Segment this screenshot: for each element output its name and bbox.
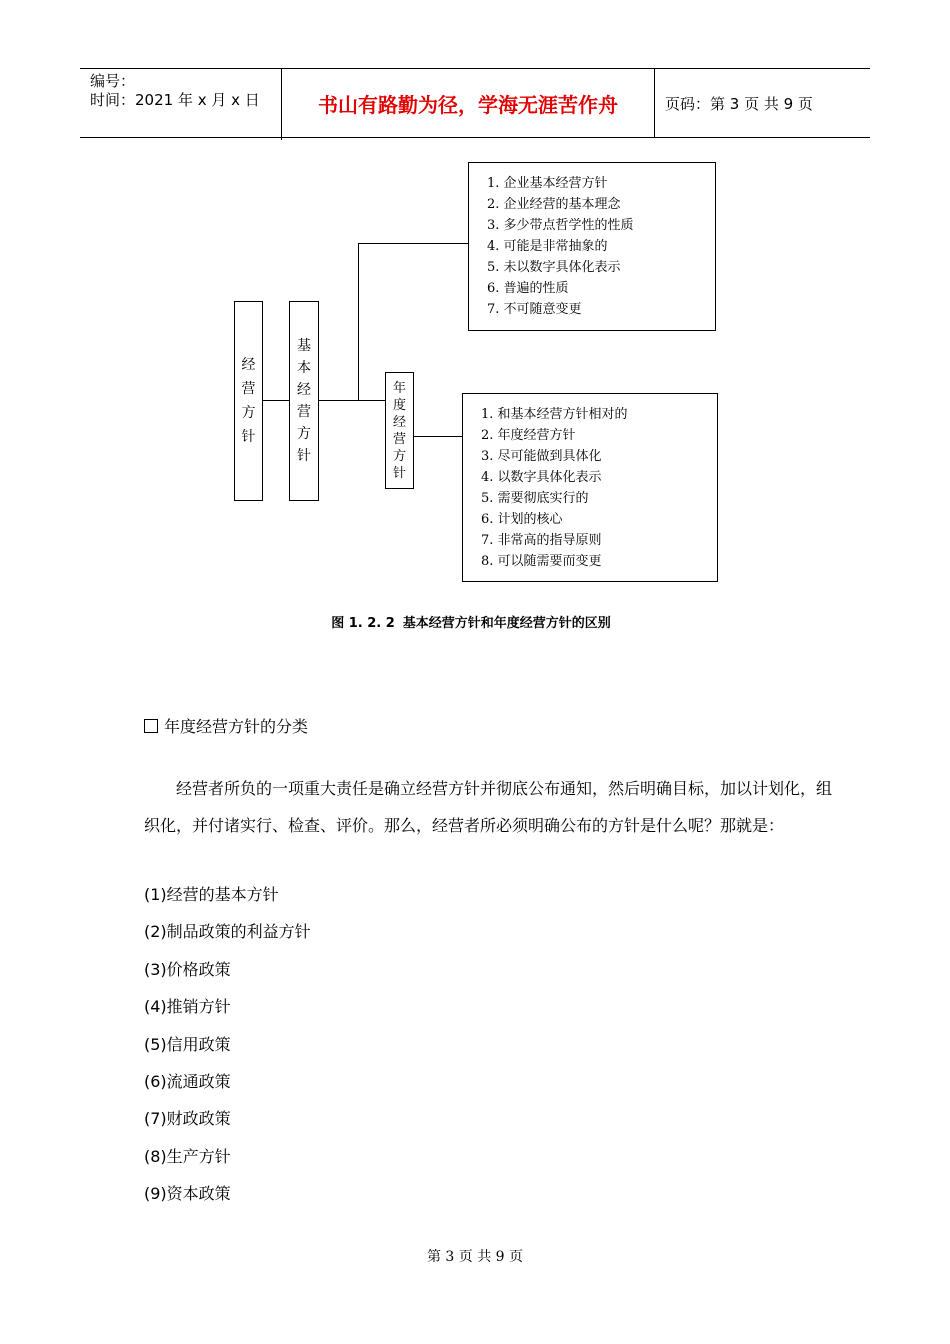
root-char: 经 <box>241 357 256 373</box>
annual-char: 度 <box>392 397 406 413</box>
connector-to-basic-list <box>358 243 469 244</box>
header-motto: 书山有路勤为径，学海无涯苦作舟 <box>282 69 655 137</box>
item-text: 价格政策 <box>166 959 231 979</box>
list-item: 6. 计划的核心 <box>481 512 563 527</box>
policy-list-item <box>144 1142 311 1179</box>
item-number: (9) <box>144 1184 167 1204</box>
basic-policy-list <box>468 162 716 331</box>
policy-list-item <box>144 917 311 954</box>
item-number: (6) <box>144 1071 167 1091</box>
item-number: (1) <box>144 885 167 904</box>
basic-char: 基 <box>297 338 311 354</box>
item-number: (4) <box>144 997 167 1017</box>
policy-list-item <box>144 880 311 917</box>
item-text: 流通政策 <box>166 1071 231 1091</box>
list-item: 1. 企业基本经营方针 <box>487 176 608 191</box>
item-text: 信用政策 <box>166 1034 231 1054</box>
item-text: 财政政策 <box>166 1109 231 1129</box>
section-title-text: 年度经营方针的分类 <box>164 717 309 736</box>
policy-list-item <box>144 1067 311 1104</box>
policy-list <box>144 880 311 1217</box>
connector-vertical <box>358 243 359 401</box>
annual-policy-list <box>462 393 718 582</box>
list-item: 8. 可以随需要而变更 <box>481 554 602 569</box>
list-item: 5. 需要彻底实行的 <box>481 491 589 506</box>
root-char: 营 <box>241 381 256 397</box>
connector-root-basic <box>262 400 290 401</box>
figure-caption <box>0 612 950 631</box>
list-item: 6. 普遍的性质 <box>487 281 569 296</box>
checkbox-icon <box>144 719 158 733</box>
list-item: 3. 尽可能做到具体化 <box>481 449 602 464</box>
list-item: 4. 可能是非常抽象的 <box>487 239 608 254</box>
item-text: 资本政策 <box>166 1184 231 1204</box>
page-footer: 第 3 页 共 9 页 <box>426 1249 524 1265</box>
list-item: 4. 以数字具体化表示 <box>481 470 602 485</box>
connector-basic-annual <box>318 400 386 401</box>
caption-label: 图 1. 2. 2 <box>331 616 395 631</box>
policy-list-item <box>144 1179 311 1216</box>
list-item: 1. 和基本经营方针相对的 <box>481 407 628 422</box>
root-box <box>234 301 263 501</box>
basic-char: 方 <box>297 426 311 442</box>
item-number: (5) <box>144 1034 167 1054</box>
policy-list-item <box>144 1104 311 1141</box>
annual-char: 方 <box>392 448 406 464</box>
list-item: 5. 未以数字具体化表示 <box>487 260 621 275</box>
annual-char: 针 <box>392 465 406 481</box>
number-label: 编号： <box>90 72 136 90</box>
annual-policy-box <box>385 372 414 489</box>
time-label: 时间：2021 年 x 月 x 日 <box>90 91 260 109</box>
item-text: 推销方针 <box>166 997 231 1017</box>
policy-list-item <box>144 1030 311 1067</box>
basic-char: 营 <box>297 404 311 420</box>
caption-text: 基本经营方针和年度经营方针的区别 <box>402 616 611 631</box>
item-text: 经营的基本方针 <box>166 885 279 904</box>
policy-list-item <box>144 955 311 992</box>
list-item: 7. 非常高的指导原则 <box>481 533 602 548</box>
annual-char: 经 <box>392 414 406 430</box>
annual-char: 营 <box>392 431 406 447</box>
list-item: 7. 不可随意变更 <box>487 302 582 317</box>
list-item: 2. 企业经营的基本理念 <box>487 197 621 212</box>
item-number: (2) <box>144 922 167 942</box>
annual-char: 年 <box>392 380 406 396</box>
section-title <box>144 714 308 737</box>
connector-to-annual-list <box>413 436 463 437</box>
basic-char: 经 <box>297 382 311 398</box>
basic-char: 针 <box>297 448 311 464</box>
list-item: 2. 年度经营方针 <box>481 428 576 443</box>
policy-list-item <box>144 992 311 1029</box>
basic-char: 本 <box>297 360 311 376</box>
root-char: 针 <box>241 429 256 445</box>
item-text: 生产方针 <box>166 1146 231 1166</box>
header-page-info: 页码：第 3 页 共 9 页 <box>665 94 813 113</box>
item-number: (7) <box>144 1109 167 1129</box>
item-number: (8) <box>144 1146 167 1166</box>
body-paragraph: 经营者所负的一项重大责任是确立经营方针并彻底公布通知，然后明确目标，加以计划化，组织化，并付诸实行、检查、评价。那么，经营者所必须明确公布的方针是什么呢？那就是： <box>144 779 833 835</box>
item-text: 制品政策的利益方针 <box>166 922 311 942</box>
list-item: 3. 多少带点哲学性的性质 <box>487 218 634 233</box>
basic-policy-box <box>289 301 319 501</box>
root-char: 方 <box>241 405 256 421</box>
item-number: (3) <box>144 959 167 979</box>
